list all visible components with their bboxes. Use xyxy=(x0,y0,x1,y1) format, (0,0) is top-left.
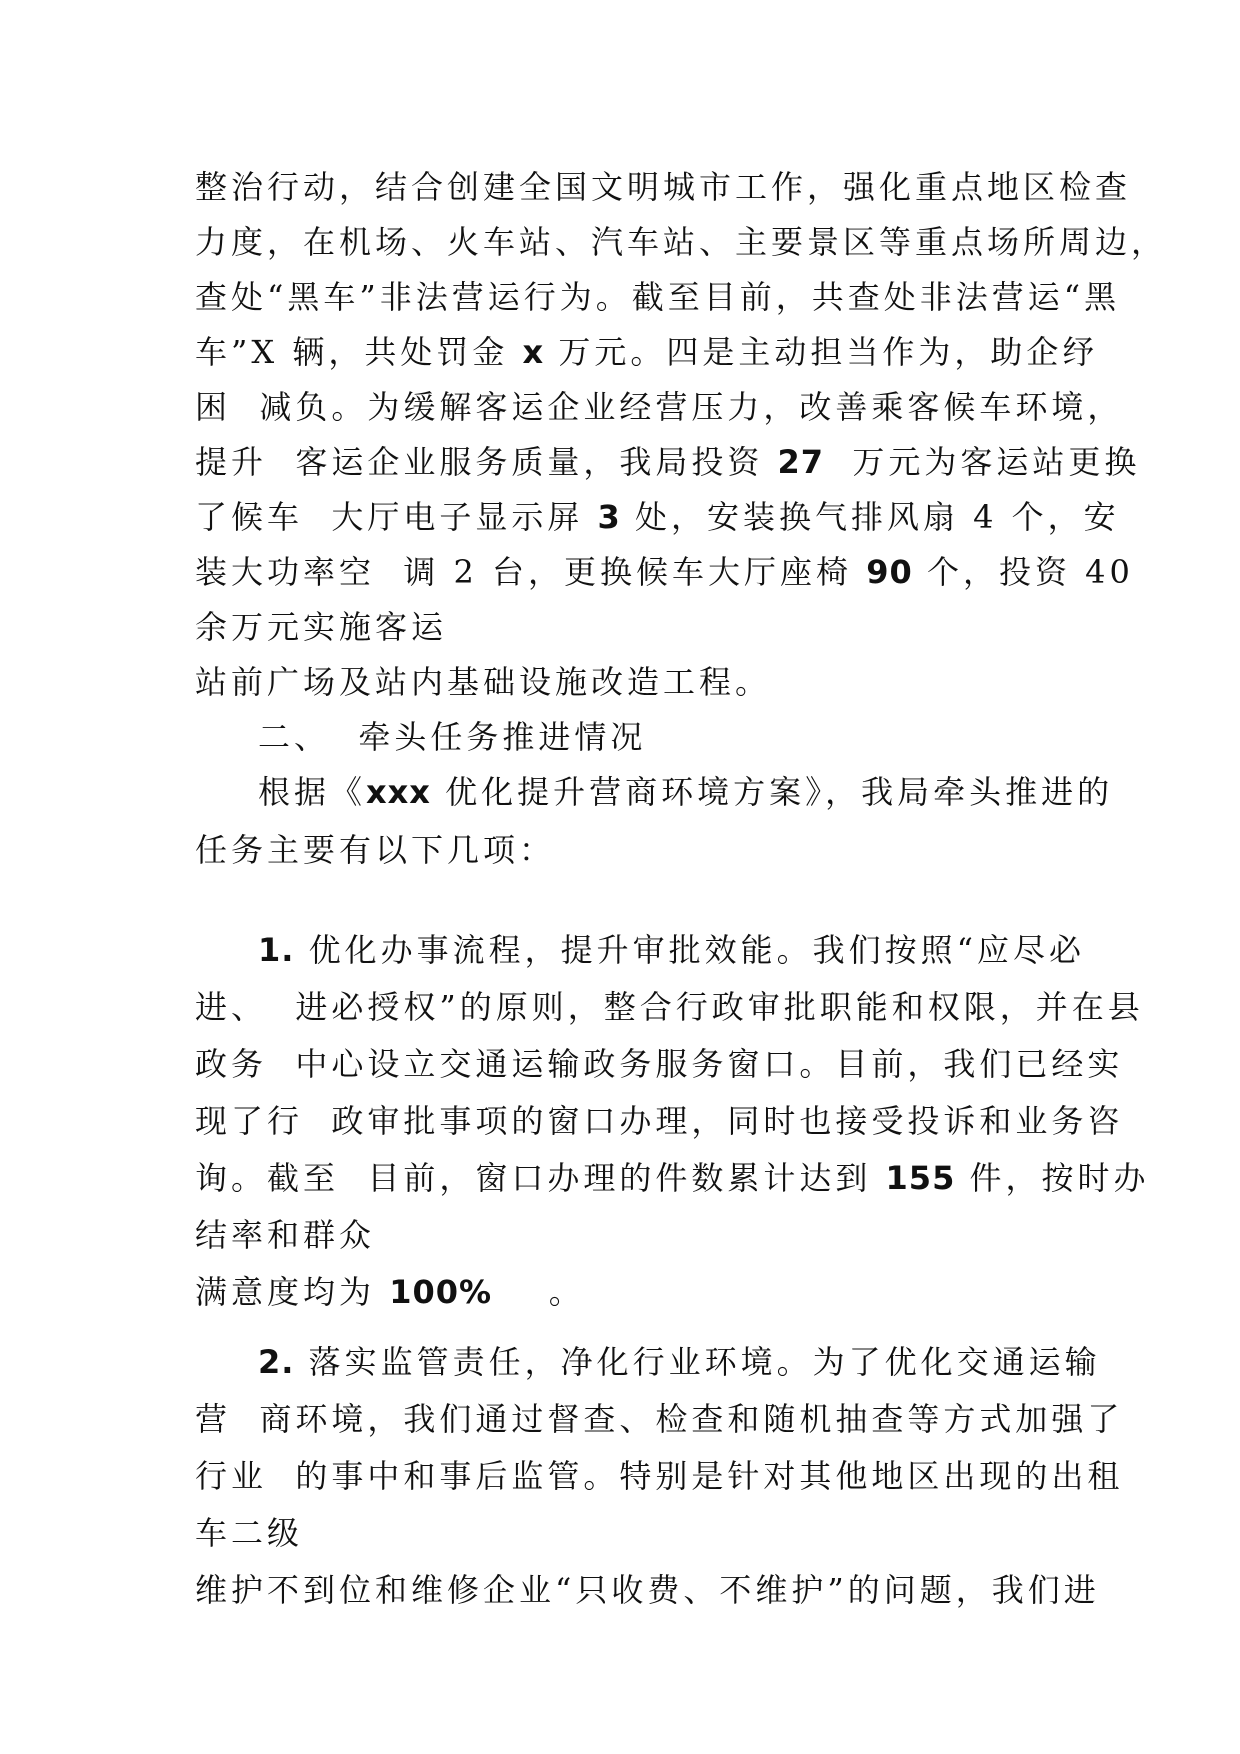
text-line: 困 减负。为缓解客运企业经营压力，改善乘客候车环境， xyxy=(195,388,1124,426)
text-line: 余万元实施客运 xyxy=(195,608,448,646)
section-heading: 二、 牵头任务推进情况 xyxy=(258,718,647,756)
text-line: 了候车 大厅电子显示屏 3 处，安装换气排风扇 4 个，安 xyxy=(195,498,1120,536)
text-line: 车二级 xyxy=(195,1514,304,1552)
text-line: 现了行 政审批事项的窗口办理，同时也接受投诉和业务咨 xyxy=(195,1102,1124,1140)
text-line: 进、 进必授权”的原则，整合行政审批职能和权限，并在县 xyxy=(195,988,1144,1026)
text-line: 根据《xxx 优化提升营商环境方案》，我局牵头推进的 xyxy=(258,773,1114,811)
text-line: 装大功率空 调 2 台，更换候车大厅座椅 90 个，投资 40 xyxy=(195,553,1134,591)
text-line: 行业 的事中和事后监管。特别是针对其他地区出现的出租 xyxy=(195,1457,1124,1495)
text-line: 政务 中心设立交通运输政务服务窗口。目前，我们已经实 xyxy=(195,1045,1124,1083)
text-line: 结率和群众 xyxy=(195,1216,376,1254)
text-line: 任务主要有以下几项： xyxy=(195,831,556,869)
text-line: 车”X 辆，共处罚金 x 万元。四是主动担当作为，助企纾 xyxy=(195,333,1099,371)
text-line: 站前广场及站内基础设施改造工程。 xyxy=(195,663,772,701)
list-item-number: 2. 落实监管责任，净化行业环境。为了优化交通运输 xyxy=(258,1343,1101,1381)
text-line: 询。截至 目前，窗口办理的件数累计达到 155 件，按时办 xyxy=(195,1159,1150,1197)
text-line: 力度，在机场、火车站、汽车站、主要景区等重点场所周边， xyxy=(195,223,1168,261)
text-line: 满意度均为 100% 。 xyxy=(195,1273,585,1311)
text-line: 营 商环境，我们通过督查、检查和随机抽查等方式加强了 xyxy=(195,1400,1124,1438)
text-line: 维护不到位和维修企业“只收费、不维护”的问题，我们进 xyxy=(195,1571,1100,1609)
text-line: 提升 客运企业服务质量，我局投资 27 万元为客运站更换 xyxy=(195,443,1141,481)
text-line: 整治行动，结合创建全国文明城市工作，强化重点地区检查 xyxy=(195,168,1132,206)
text-line: 查处“黑车”非法营运行为。截至目前，共查处非法营运“黑 xyxy=(195,278,1121,316)
list-item-number: 1. 优化办事流程，提升审批效能。我们按照“应尽必 xyxy=(258,931,1085,969)
